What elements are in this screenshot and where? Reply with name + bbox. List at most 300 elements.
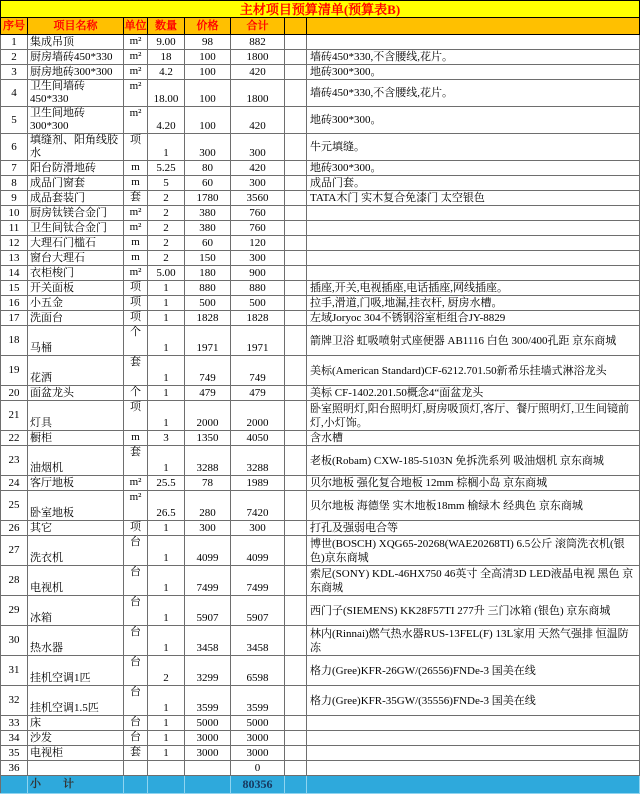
cell-name[interactable]: 开关面板 (28, 281, 124, 296)
cell-spacer[interactable] (285, 251, 307, 266)
cell-unit[interactable]: m² (124, 50, 148, 65)
cell-remark[interactable] (307, 35, 640, 50)
cell-price[interactable]: 880 (185, 281, 231, 296)
cell-unit[interactable]: m² (124, 221, 148, 236)
cell-name[interactable]: 卧室地板 (28, 491, 124, 521)
cell-remark[interactable]: 索尼(SONY) KDL-46HX750 46英寸 全高清3D LED液晶电视 黑色 京东商城 (307, 566, 640, 596)
cell-name[interactable]: 马桶 (28, 326, 124, 356)
cell-price[interactable]: 3000 (185, 731, 231, 746)
cell-unit[interactable]: 套 (124, 446, 148, 476)
cell-price[interactable]: 180 (185, 266, 231, 281)
cell-spacer[interactable] (285, 596, 307, 626)
cell-unit[interactable]: m² (124, 80, 148, 107)
cell-price[interactable]: 100 (185, 80, 231, 107)
cell-remark[interactable]: 贝尔地板 强化复合地板 12mm 棕榈小岛 京东商城 (307, 476, 640, 491)
cell-remark[interactable]: 含水槽 (307, 431, 640, 446)
cell-price[interactable]: 1350 (185, 431, 231, 446)
cell-unit[interactable]: m² (124, 107, 148, 134)
cell-price[interactable]: 4099 (185, 536, 231, 566)
cell-remark[interactable]: 美标(American Standard)CF-6212.701.50新希乐挂墙式淋浴龙头 (307, 356, 640, 386)
cell-spacer[interactable] (285, 566, 307, 596)
cell-qty[interactable]: 1 (148, 356, 185, 386)
cell-price[interactable]: 500 (185, 296, 231, 311)
cell-unit[interactable]: 个 (124, 326, 148, 356)
cell-total[interactable]: 900 (231, 266, 285, 281)
cell-remark[interactable] (307, 236, 640, 251)
cell-remark[interactable] (307, 251, 640, 266)
cell-spacer[interactable] (285, 80, 307, 107)
cell-name[interactable]: 厨房钛镁合金门 (28, 206, 124, 221)
cell-total[interactable]: 880 (231, 281, 285, 296)
cell-price[interactable]: 100 (185, 65, 231, 80)
cell-no[interactable]: 1 (1, 35, 28, 50)
cell-name[interactable]: 洗面台 (28, 311, 124, 326)
cell-price[interactable]: 1971 (185, 326, 231, 356)
cell-no[interactable]: 12 (1, 236, 28, 251)
cell-name[interactable]: 电视机 (28, 566, 124, 596)
cell-spacer[interactable] (285, 476, 307, 491)
cell-total[interactable]: 420 (231, 65, 285, 80)
column-header-price[interactable]: 价格 (185, 18, 231, 35)
cell-qty[interactable]: 1 (148, 134, 185, 161)
cell-name[interactable]: 电视柜 (28, 746, 124, 761)
cell-total[interactable]: 4099 (231, 536, 285, 566)
cell-spacer[interactable] (285, 311, 307, 326)
cell-remark[interactable]: 箭牌卫浴 虹吸喷射式座便器 AB1116 白色 300/400孔距 京东商城 (307, 326, 640, 356)
cell-price[interactable]: 3458 (185, 626, 231, 656)
cell-qty[interactable]: 3 (148, 431, 185, 446)
cell-unit[interactable]: 台 (124, 716, 148, 731)
cell-price[interactable]: 380 (185, 221, 231, 236)
cell-name[interactable]: 客厅地板 (28, 476, 124, 491)
cell-unit[interactable]: 项 (124, 311, 148, 326)
cell-remark[interactable]: 拉手,滑道,门吸,地漏,挂衣杆, 厨房水槽。 (307, 296, 640, 311)
cell-remark[interactable] (307, 206, 640, 221)
cell-price[interactable]: 749 (185, 356, 231, 386)
cell-unit[interactable]: 项 (124, 281, 148, 296)
cell-no[interactable]: 13 (1, 251, 28, 266)
cell-unit[interactable]: 台 (124, 596, 148, 626)
cell-qty[interactable]: 1 (148, 536, 185, 566)
cell-total[interactable]: 760 (231, 206, 285, 221)
cell-spacer[interactable] (285, 65, 307, 80)
cell-no[interactable]: 19 (1, 356, 28, 386)
cell-no[interactable]: 23 (1, 446, 28, 476)
cell-spacer[interactable] (285, 176, 307, 191)
cell-unit[interactable]: m² (124, 476, 148, 491)
cell-no[interactable]: 18 (1, 326, 28, 356)
cell-remark[interactable] (307, 761, 640, 776)
cell-price[interactable]: 60 (185, 176, 231, 191)
cell-unit[interactable]: 项 (124, 296, 148, 311)
cell-spacer[interactable] (285, 386, 307, 401)
cell-no[interactable]: 3 (1, 65, 28, 80)
cell-name[interactable]: 床 (28, 716, 124, 731)
subtotal-cell-blank[interactable] (185, 776, 231, 794)
cell-no[interactable]: 24 (1, 476, 28, 491)
cell-spacer[interactable] (285, 656, 307, 686)
cell-name[interactable]: 沙发 (28, 731, 124, 746)
cell-no[interactable]: 26 (1, 521, 28, 536)
cell-name[interactable]: 窗台大理石 (28, 251, 124, 266)
cell-remark[interactable]: 西门子(SIEMENS) KK28F57TI 277升 三门冰箱 (银色) 京东商城 (307, 596, 640, 626)
cell-qty[interactable]: 18.00 (148, 80, 185, 107)
cell-no[interactable]: 9 (1, 191, 28, 206)
cell-price[interactable]: 3288 (185, 446, 231, 476)
cell-name[interactable]: 填缝剂、阳角线胶水 (28, 134, 124, 161)
cell-price[interactable] (185, 761, 231, 776)
cell-unit[interactable]: 项 (124, 521, 148, 536)
cell-total[interactable]: 5000 (231, 716, 285, 731)
cell-unit[interactable]: m (124, 251, 148, 266)
cell-name[interactable] (28, 761, 124, 776)
cell-no[interactable]: 10 (1, 206, 28, 221)
cell-name[interactable]: 厨房地砖300*300 (28, 65, 124, 80)
cell-no[interactable]: 14 (1, 266, 28, 281)
cell-no[interactable]: 35 (1, 746, 28, 761)
cell-qty[interactable]: 2 (148, 656, 185, 686)
cell-spacer[interactable] (285, 35, 307, 50)
cell-total[interactable]: 1989 (231, 476, 285, 491)
cell-qty[interactable]: 1 (148, 626, 185, 656)
cell-total[interactable]: 7420 (231, 491, 285, 521)
cell-price[interactable]: 280 (185, 491, 231, 521)
cell-name[interactable]: 热水器 (28, 626, 124, 656)
cell-price[interactable]: 2000 (185, 401, 231, 431)
cell-qty[interactable]: 5.25 (148, 161, 185, 176)
cell-spacer[interactable] (285, 266, 307, 281)
cell-no[interactable]: 6 (1, 134, 28, 161)
cell-spacer[interactable] (285, 326, 307, 356)
cell-total[interactable]: 5907 (231, 596, 285, 626)
cell-total[interactable]: 1971 (231, 326, 285, 356)
cell-unit[interactable]: m (124, 161, 148, 176)
cell-no[interactable]: 7 (1, 161, 28, 176)
cell-spacer[interactable] (285, 401, 307, 431)
cell-name[interactable]: 灯具 (28, 401, 124, 431)
cell-price[interactable]: 60 (185, 236, 231, 251)
cell-unit[interactable] (124, 761, 148, 776)
cell-name[interactable]: 花洒 (28, 356, 124, 386)
cell-name[interactable]: 面盆龙头 (28, 386, 124, 401)
cell-total[interactable]: 3000 (231, 746, 285, 761)
cell-no[interactable]: 25 (1, 491, 28, 521)
cell-remark[interactable]: 博世(BOSCH) XQG65-20268(WAE20268TI) 6.5公斤 滚筒洗衣机(银色)京东商城 (307, 536, 640, 566)
cell-total[interactable]: 300 (231, 176, 285, 191)
cell-qty[interactable]: 1 (148, 296, 185, 311)
cell-price[interactable]: 3000 (185, 746, 231, 761)
cell-spacer[interactable] (285, 161, 307, 176)
cell-spacer[interactable] (285, 446, 307, 476)
cell-qty[interactable]: 1 (148, 566, 185, 596)
cell-qty[interactable]: 4.2 (148, 65, 185, 80)
cell-remark[interactable] (307, 746, 640, 761)
cell-qty[interactable]: 2 (148, 191, 185, 206)
cell-price[interactable]: 300 (185, 521, 231, 536)
cell-name[interactable]: 卫生间地砖300*300 (28, 107, 124, 134)
cell-price[interactable]: 1828 (185, 311, 231, 326)
subtotal-cell-blank[interactable] (285, 776, 307, 794)
cell-spacer[interactable] (285, 107, 307, 134)
cell-name[interactable]: 大理石门槛石 (28, 236, 124, 251)
cell-spacer[interactable] (285, 521, 307, 536)
cell-remark[interactable]: 墙砖450*330,不含腰线,花片。 (307, 50, 640, 65)
cell-qty[interactable]: 1 (148, 326, 185, 356)
cell-qty[interactable]: 1 (148, 386, 185, 401)
cell-remark[interactable]: 左域Joryoc 304不锈钢浴室柜组合JY-8829 (307, 311, 640, 326)
cell-name[interactable]: 油烟机 (28, 446, 124, 476)
cell-no[interactable]: 31 (1, 656, 28, 686)
cell-name[interactable]: 成品门窗套 (28, 176, 124, 191)
cell-unit[interactable]: 项 (124, 134, 148, 161)
cell-remark[interactable]: TATA木门 实木复合免漆门 太空银色 (307, 191, 640, 206)
cell-remark[interactable]: 林内(Rinnai)燃气热水器RUS-13FEL(F) 13L家用 天然气强排 恒温防冻 (307, 626, 640, 656)
cell-name[interactable]: 橱柜 (28, 431, 124, 446)
cell-name[interactable]: 卫生间墙砖450*330 (28, 80, 124, 107)
subtotal-cell-blank[interactable] (124, 776, 148, 794)
cell-price[interactable]: 380 (185, 206, 231, 221)
cell-qty[interactable]: 1 (148, 596, 185, 626)
cell-qty[interactable]: 2 (148, 206, 185, 221)
subtotal-cell-blank[interactable] (307, 776, 640, 794)
cell-price[interactable]: 5907 (185, 596, 231, 626)
cell-no[interactable]: 28 (1, 566, 28, 596)
cell-price[interactable]: 3599 (185, 686, 231, 716)
cell-qty[interactable]: 2 (148, 221, 185, 236)
cell-remark[interactable]: 成品门套。 (307, 176, 640, 191)
cell-qty[interactable]: 26.5 (148, 491, 185, 521)
cell-unit[interactable]: 项 (124, 401, 148, 431)
cell-qty[interactable]: 5 (148, 176, 185, 191)
cell-unit[interactable]: m (124, 176, 148, 191)
cell-name[interactable]: 阳台防滑地砖 (28, 161, 124, 176)
cell-no[interactable]: 4 (1, 80, 28, 107)
cell-qty[interactable]: 1 (148, 716, 185, 731)
cell-spacer[interactable] (285, 716, 307, 731)
cell-spacer[interactable] (285, 536, 307, 566)
cell-spacer[interactable] (285, 281, 307, 296)
cell-total[interactable]: 7499 (231, 566, 285, 596)
cell-total[interactable]: 300 (231, 251, 285, 266)
cell-remark[interactable]: 墙砖450*330,不含腰线,花片。 (307, 80, 640, 107)
cell-spacer[interactable] (285, 431, 307, 446)
column-header-spacer[interactable] (285, 18, 307, 35)
cell-qty[interactable]: 1 (148, 746, 185, 761)
cell-name[interactable]: 衣柜梭门 (28, 266, 124, 281)
cell-total[interactable]: 749 (231, 356, 285, 386)
cell-spacer[interactable] (285, 761, 307, 776)
cell-remark[interactable] (307, 221, 640, 236)
cell-name[interactable]: 挂机空调1匹 (28, 656, 124, 686)
cell-qty[interactable]: 9.00 (148, 35, 185, 50)
cell-qty[interactable]: 1 (148, 401, 185, 431)
cell-remark[interactable]: 卧室照明灯,阳台照明灯,厨房吸顶灯,客厅、餐厅照明灯,卫生间镜前灯,小灯饰。 (307, 401, 640, 431)
cell-name[interactable]: 洗衣机 (28, 536, 124, 566)
cell-total[interactable]: 3560 (231, 191, 285, 206)
cell-no[interactable]: 17 (1, 311, 28, 326)
cell-no[interactable]: 20 (1, 386, 28, 401)
cell-qty[interactable] (148, 761, 185, 776)
cell-unit[interactable]: m² (124, 65, 148, 80)
cell-spacer[interactable] (285, 686, 307, 716)
cell-qty[interactable]: 1 (148, 311, 185, 326)
cell-total[interactable]: 500 (231, 296, 285, 311)
cell-spacer[interactable] (285, 221, 307, 236)
cell-qty[interactable]: 1 (148, 731, 185, 746)
subtotal-label[interactable]: 小 计 (28, 776, 124, 794)
cell-name[interactable]: 冰箱 (28, 596, 124, 626)
cell-total[interactable]: 882 (231, 35, 285, 50)
cell-spacer[interactable] (285, 134, 307, 161)
cell-total[interactable]: 120 (231, 236, 285, 251)
cell-spacer[interactable] (285, 206, 307, 221)
cell-no[interactable]: 27 (1, 536, 28, 566)
cell-qty[interactable]: 1 (148, 521, 185, 536)
cell-price[interactable]: 78 (185, 476, 231, 491)
cell-name[interactable]: 其它 (28, 521, 124, 536)
cell-no[interactable]: 30 (1, 626, 28, 656)
cell-price[interactable]: 1780 (185, 191, 231, 206)
cell-unit[interactable]: 台 (124, 626, 148, 656)
cell-remark[interactable]: 地砖300*300。 (307, 107, 640, 134)
column-header-remark[interactable] (307, 18, 640, 35)
cell-unit[interactable]: m² (124, 206, 148, 221)
cell-spacer[interactable] (285, 50, 307, 65)
cell-spacer[interactable] (285, 191, 307, 206)
cell-no[interactable]: 21 (1, 401, 28, 431)
cell-remark[interactable] (307, 266, 640, 281)
cell-total[interactable]: 1800 (231, 80, 285, 107)
cell-remark[interactable]: 地砖300*300。 (307, 65, 640, 80)
cell-total[interactable]: 479 (231, 386, 285, 401)
cell-unit[interactable]: 套 (124, 356, 148, 386)
cell-no[interactable]: 36 (1, 761, 28, 776)
cell-remark[interactable]: 美标 CF-1402.201.50概念4“面盆龙头 (307, 386, 640, 401)
cell-qty[interactable]: 1 (148, 281, 185, 296)
subtotal-cell-blank[interactable] (1, 776, 28, 794)
cell-total[interactable]: 420 (231, 107, 285, 134)
cell-total[interactable]: 0 (231, 761, 285, 776)
cell-unit[interactable]: 台 (124, 536, 148, 566)
cell-no[interactable]: 8 (1, 176, 28, 191)
cell-name[interactable]: 成品套装门 (28, 191, 124, 206)
cell-remark[interactable]: 地砖300*300。 (307, 161, 640, 176)
cell-qty[interactable]: 18 (148, 50, 185, 65)
cell-no[interactable]: 11 (1, 221, 28, 236)
cell-unit[interactable]: m (124, 431, 148, 446)
cell-unit[interactable]: 台 (124, 566, 148, 596)
cell-spacer[interactable] (285, 626, 307, 656)
column-header-name[interactable]: 项目名称 (28, 18, 124, 35)
cell-qty[interactable]: 5.00 (148, 266, 185, 281)
cell-unit[interactable]: 套 (124, 191, 148, 206)
cell-qty[interactable]: 4.20 (148, 107, 185, 134)
cell-name[interactable]: 集成吊顶 (28, 35, 124, 50)
cell-remark[interactable]: 格力(Gree)KFR-26GW/(26556)FNDe-3 国美在线 (307, 656, 640, 686)
cell-name[interactable]: 卫生间钛合金门 (28, 221, 124, 236)
cell-price[interactable]: 5000 (185, 716, 231, 731)
cell-qty[interactable]: 2 (148, 236, 185, 251)
cell-total[interactable]: 300 (231, 134, 285, 161)
cell-remark[interactable]: 牛元填缝。 (307, 134, 640, 161)
cell-total[interactable]: 6598 (231, 656, 285, 686)
cell-unit[interactable]: 套 (124, 746, 148, 761)
cell-no[interactable]: 29 (1, 596, 28, 626)
cell-price[interactable]: 479 (185, 386, 231, 401)
cell-spacer[interactable] (285, 296, 307, 311)
cell-total[interactable]: 300 (231, 521, 285, 536)
cell-no[interactable]: 5 (1, 107, 28, 134)
cell-price[interactable]: 3299 (185, 656, 231, 686)
cell-price[interactable]: 98 (185, 35, 231, 50)
cell-name[interactable]: 挂机空调1.5匹 (28, 686, 124, 716)
cell-remark[interactable] (307, 716, 640, 731)
cell-no[interactable]: 2 (1, 50, 28, 65)
cell-spacer[interactable] (285, 356, 307, 386)
cell-unit[interactable]: m (124, 236, 148, 251)
cell-total[interactable]: 3288 (231, 446, 285, 476)
column-header-total[interactable]: 合计 (231, 18, 285, 35)
cell-spacer[interactable] (285, 731, 307, 746)
cell-price[interactable]: 100 (185, 50, 231, 65)
column-header-qty[interactable]: 数量 (148, 18, 185, 35)
cell-spacer[interactable] (285, 746, 307, 761)
cell-total[interactable]: 1800 (231, 50, 285, 65)
subtotal-value[interactable]: 80356 (231, 776, 285, 794)
cell-remark[interactable]: 老板(Robam) CXW-185-5103N 免拆洗系列 吸油烟机 京东商城 (307, 446, 640, 476)
cell-unit[interactable]: 台 (124, 731, 148, 746)
cell-qty[interactable]: 25.5 (148, 476, 185, 491)
cell-qty[interactable]: 1 (148, 686, 185, 716)
cell-qty[interactable]: 1 (148, 446, 185, 476)
cell-no[interactable]: 16 (1, 296, 28, 311)
cell-no[interactable]: 34 (1, 731, 28, 746)
cell-total[interactable]: 3599 (231, 686, 285, 716)
cell-total[interactable]: 1828 (231, 311, 285, 326)
cell-unit[interactable]: 个 (124, 386, 148, 401)
cell-total[interactable]: 2000 (231, 401, 285, 431)
cell-price[interactable]: 7499 (185, 566, 231, 596)
cell-remark[interactable]: 打孔及强弱电合等 (307, 521, 640, 536)
cell-remark[interactable]: 贝尔地板 海德堡 实木地板18mm 榆绿木 经典色 京东商城 (307, 491, 640, 521)
cell-no[interactable]: 32 (1, 686, 28, 716)
subtotal-cell-blank[interactable] (148, 776, 185, 794)
cell-price[interactable]: 300 (185, 134, 231, 161)
cell-qty[interactable]: 2 (148, 251, 185, 266)
cell-price[interactable]: 100 (185, 107, 231, 134)
cell-remark[interactable] (307, 731, 640, 746)
cell-remark[interactable]: 格力(Gree)KFR-35GW/(35556)FNDe-3 国美在线 (307, 686, 640, 716)
cell-unit[interactable]: m² (124, 266, 148, 281)
cell-price[interactable]: 150 (185, 251, 231, 266)
cell-unit[interactable]: m² (124, 491, 148, 521)
cell-no[interactable]: 15 (1, 281, 28, 296)
cell-remark[interactable]: 插座,开关,电视插座,电话插座,网线插座。 (307, 281, 640, 296)
column-header-unit[interactable]: 单位 (124, 18, 148, 35)
cell-name[interactable]: 小五金 (28, 296, 124, 311)
cell-total[interactable]: 420 (231, 161, 285, 176)
cell-spacer[interactable] (285, 236, 307, 251)
cell-total[interactable]: 3000 (231, 731, 285, 746)
cell-price[interactable]: 80 (185, 161, 231, 176)
cell-spacer[interactable] (285, 491, 307, 521)
cell-name[interactable]: 厨房墙砖450*330 (28, 50, 124, 65)
cell-total[interactable]: 4050 (231, 431, 285, 446)
column-header-no[interactable]: 序号 (1, 18, 28, 35)
cell-unit[interactable]: 台 (124, 686, 148, 716)
cell-unit[interactable]: 台 (124, 656, 148, 686)
cell-no[interactable]: 22 (1, 431, 28, 446)
